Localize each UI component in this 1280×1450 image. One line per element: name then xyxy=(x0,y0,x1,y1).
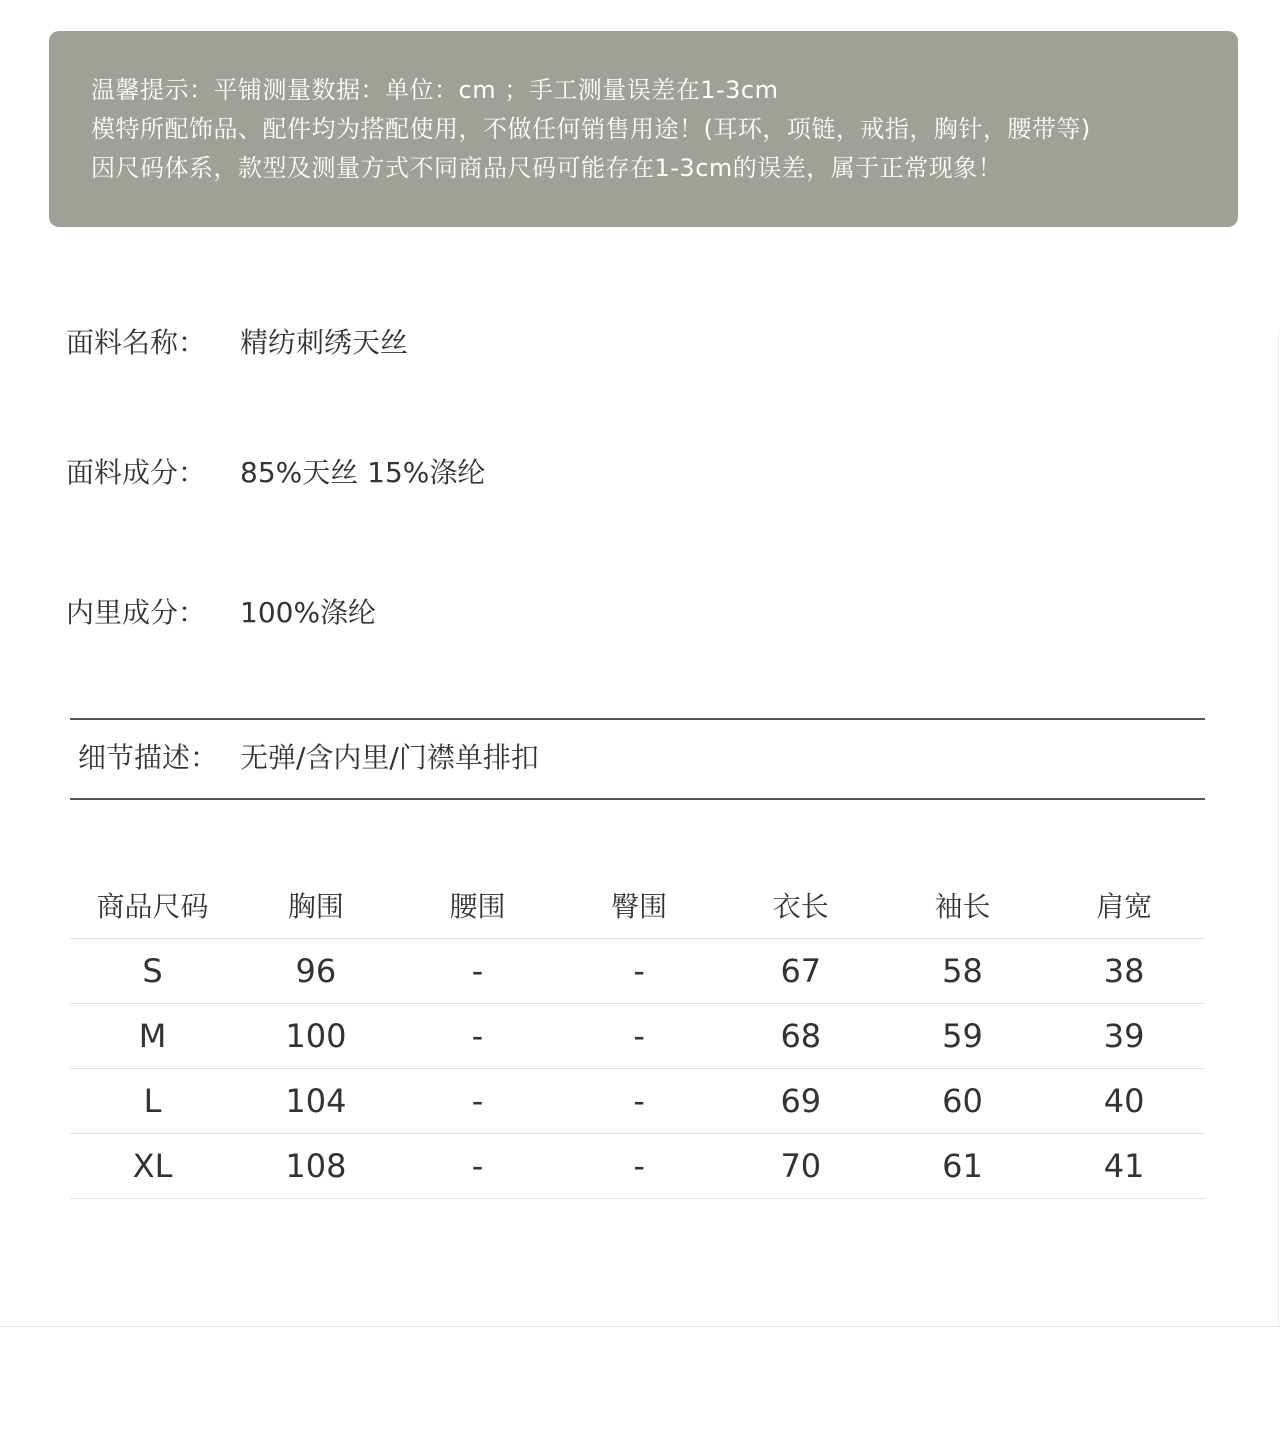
size-chart-table xyxy=(70,872,1205,1199)
fabric-composition-row xyxy=(66,455,485,491)
lining-composition-label: 内里成分： xyxy=(66,596,207,629)
cell-hip: - xyxy=(558,939,720,1004)
fabric-name-value: 精纺刺绣天丝 xyxy=(240,326,409,359)
cell-waist: - xyxy=(397,939,559,1004)
cell-size: S xyxy=(70,939,235,1004)
cell-length: 68 xyxy=(720,1004,882,1069)
size-chart-header-row xyxy=(70,872,1205,939)
fabric-name-row xyxy=(66,325,408,361)
header-sleeve: 袖长 xyxy=(882,872,1044,939)
cell-bust: 100 xyxy=(235,1004,397,1069)
cell-bust: 96 xyxy=(235,939,397,1004)
cell-shoulder: 40 xyxy=(1043,1069,1205,1134)
cell-sleeve: 61 xyxy=(882,1134,1044,1199)
detail-description-label: 细节描述： xyxy=(78,741,219,774)
table-row xyxy=(70,939,1205,1004)
header-size: 商品尺码 xyxy=(70,872,235,939)
cell-sleeve: 58 xyxy=(882,939,1044,1004)
cell-hip: - xyxy=(558,1134,720,1199)
cell-bust: 104 xyxy=(235,1069,397,1134)
cell-hip: - xyxy=(558,1004,720,1069)
cell-shoulder: 39 xyxy=(1043,1004,1205,1069)
table-row xyxy=(70,1004,1205,1069)
fabric-name-label: 面料名称： xyxy=(66,326,207,359)
cell-length: 70 xyxy=(720,1134,882,1199)
table-row xyxy=(70,1069,1205,1134)
cell-size: M xyxy=(70,1004,235,1069)
notice-line-accessories: 模特所配饰品、配件均为搭配使用，不做任何销售用途！(耳环，项链，戒指，胸针，腰带等) xyxy=(91,115,1091,143)
table-row xyxy=(70,1134,1205,1199)
lining-composition-row xyxy=(66,595,376,631)
detail-description-value: 无弹/含内里/门襟单排扣 xyxy=(240,741,539,774)
header-length: 衣长 xyxy=(720,872,882,939)
detail-description-row xyxy=(78,740,539,776)
header-waist: 腰围 xyxy=(397,872,559,939)
cell-length: 67 xyxy=(720,939,882,1004)
header-hip: 臀围 xyxy=(558,872,720,939)
cell-waist: - xyxy=(397,1004,559,1069)
notice-banner xyxy=(49,31,1238,227)
cell-size: L xyxy=(70,1069,235,1134)
cell-waist: - xyxy=(397,1069,559,1134)
fabric-composition-value: 85%天丝 15%涤纶 xyxy=(240,456,486,489)
cell-shoulder: 41 xyxy=(1043,1134,1205,1199)
notice-line-size-error: 因尺码体系，款型及测量方式不同商品尺码可能存在1-3cm的误差，属于正常现象！ xyxy=(91,154,1003,182)
cell-length: 69 xyxy=(720,1069,882,1134)
lining-composition-value: 100%涤纶 xyxy=(240,596,377,629)
cell-sleeve: 59 xyxy=(882,1004,1044,1069)
header-bust: 胸围 xyxy=(235,872,397,939)
footer-divider xyxy=(0,1326,1280,1327)
cell-hip: - xyxy=(558,1069,720,1134)
cell-bust: 108 xyxy=(235,1134,397,1199)
detail-bottom-divider xyxy=(70,798,1205,800)
cell-waist: - xyxy=(397,1134,559,1199)
cell-shoulder: 38 xyxy=(1043,939,1205,1004)
header-shoulder: 肩宽 xyxy=(1043,872,1205,939)
detail-top-divider xyxy=(70,718,1205,720)
right-edge-line xyxy=(1278,330,1279,1326)
fabric-composition-label: 面料成分： xyxy=(66,456,207,489)
notice-line-measurement: 温馨提示：平铺测量数据：单位：cm ；手工测量误差在1-3cm xyxy=(91,76,779,104)
cell-sleeve: 60 xyxy=(882,1069,1044,1134)
cell-size: XL xyxy=(70,1134,235,1199)
